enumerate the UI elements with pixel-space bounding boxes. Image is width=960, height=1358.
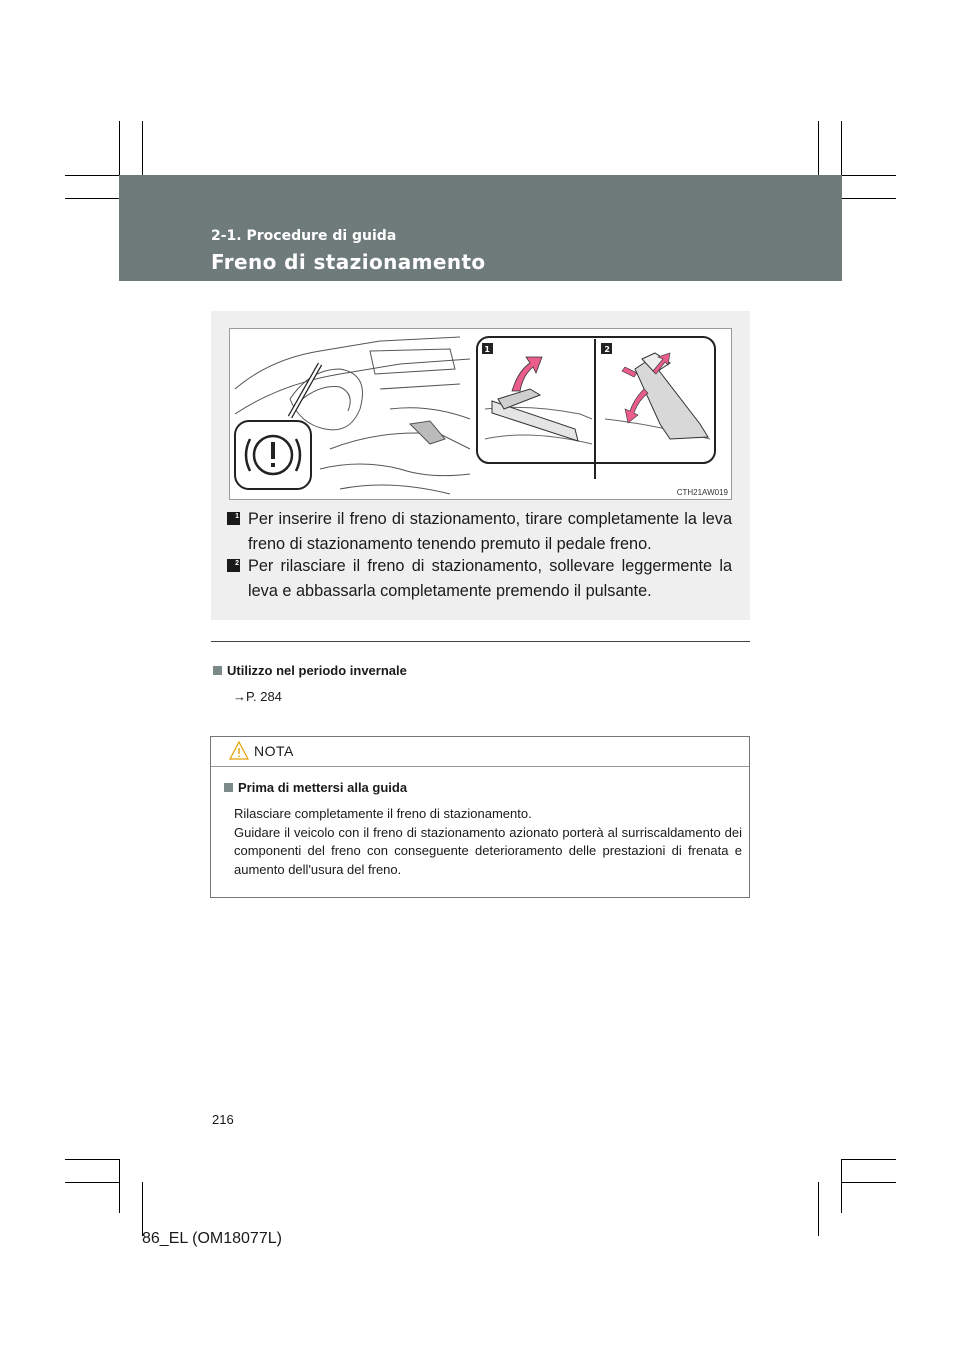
illustration-code: CTH21AW019	[676, 488, 728, 497]
crop-mark	[842, 175, 896, 176]
step-1-text: Per inserire il freno di stazionamento, tirare completamente la leva freno di stazionamento tenendo premuto il pedale freno.	[248, 510, 732, 553]
step-2-marker	[227, 559, 240, 572]
bullet-square-icon	[213, 666, 222, 675]
crop-mark	[142, 121, 143, 175]
crop-mark	[142, 1182, 143, 1236]
crop-mark	[65, 198, 119, 199]
nota-body	[234, 805, 742, 879]
page-number: 216	[212, 1112, 234, 1127]
page-title: Freno di stazionamento	[211, 250, 486, 274]
step-2-text: Per rilasciare il freno di stazionamento, sollevare leggermente la leva e abbassarla completamente premendo il pulsante.	[248, 557, 732, 600]
nota-line-2: Guidare il veicolo con il freno di stazionamento azionato porterà al surriscaldamento dei componenti del freno con conseguente deterioramento delle prestazioni di frenata e aumento dell'usura del freno.	[234, 824, 742, 877]
crop-mark	[842, 198, 896, 199]
nota-box	[210, 736, 750, 898]
crop-mark	[842, 1182, 896, 1183]
section-divider	[211, 641, 750, 642]
winter-heading	[213, 663, 407, 678]
nota-subheading	[224, 780, 407, 795]
winter-heading-text: Utilizzo nel periodo invernale	[227, 663, 407, 678]
crop-mark	[841, 1159, 842, 1213]
step-2-number: 2	[235, 560, 239, 567]
section-label: 2-1. Procedure di guida	[211, 228, 397, 244]
figure-panel	[211, 311, 750, 620]
crop-mark	[65, 175, 119, 176]
crop-mark	[119, 121, 120, 175]
crop-mark	[842, 1159, 896, 1160]
nota-line-1: Rilasciare completamente il freno di stazionamento.	[234, 806, 532, 821]
document-code: 86_EL (OM18077L)	[142, 1230, 282, 1247]
chapter-header	[119, 175, 842, 281]
illustration-drawing	[230, 329, 732, 500]
step-1-number: 1	[235, 513, 239, 520]
callout-1-number: 1	[484, 345, 490, 354]
bullet-square-icon	[224, 783, 233, 792]
nota-subheading-text: Prima di mettersi alla guida	[238, 780, 408, 795]
crop-mark	[65, 1182, 119, 1183]
step-1-marker	[227, 512, 240, 525]
crop-mark	[65, 1159, 119, 1160]
nota-header	[211, 737, 749, 767]
nota-label: NOTA	[254, 743, 294, 759]
parking-brake-warning-icon	[235, 364, 320, 489]
caution-triangle-icon	[229, 741, 249, 760]
page-reference-link[interactable]: →P. 284	[233, 689, 282, 704]
parking-brake-illustration	[229, 328, 732, 500]
crop-mark	[818, 1182, 819, 1236]
crop-mark	[119, 1159, 120, 1213]
callout-2-number: 2	[604, 345, 610, 354]
crop-mark	[818, 121, 819, 175]
crop-mark	[841, 121, 842, 175]
